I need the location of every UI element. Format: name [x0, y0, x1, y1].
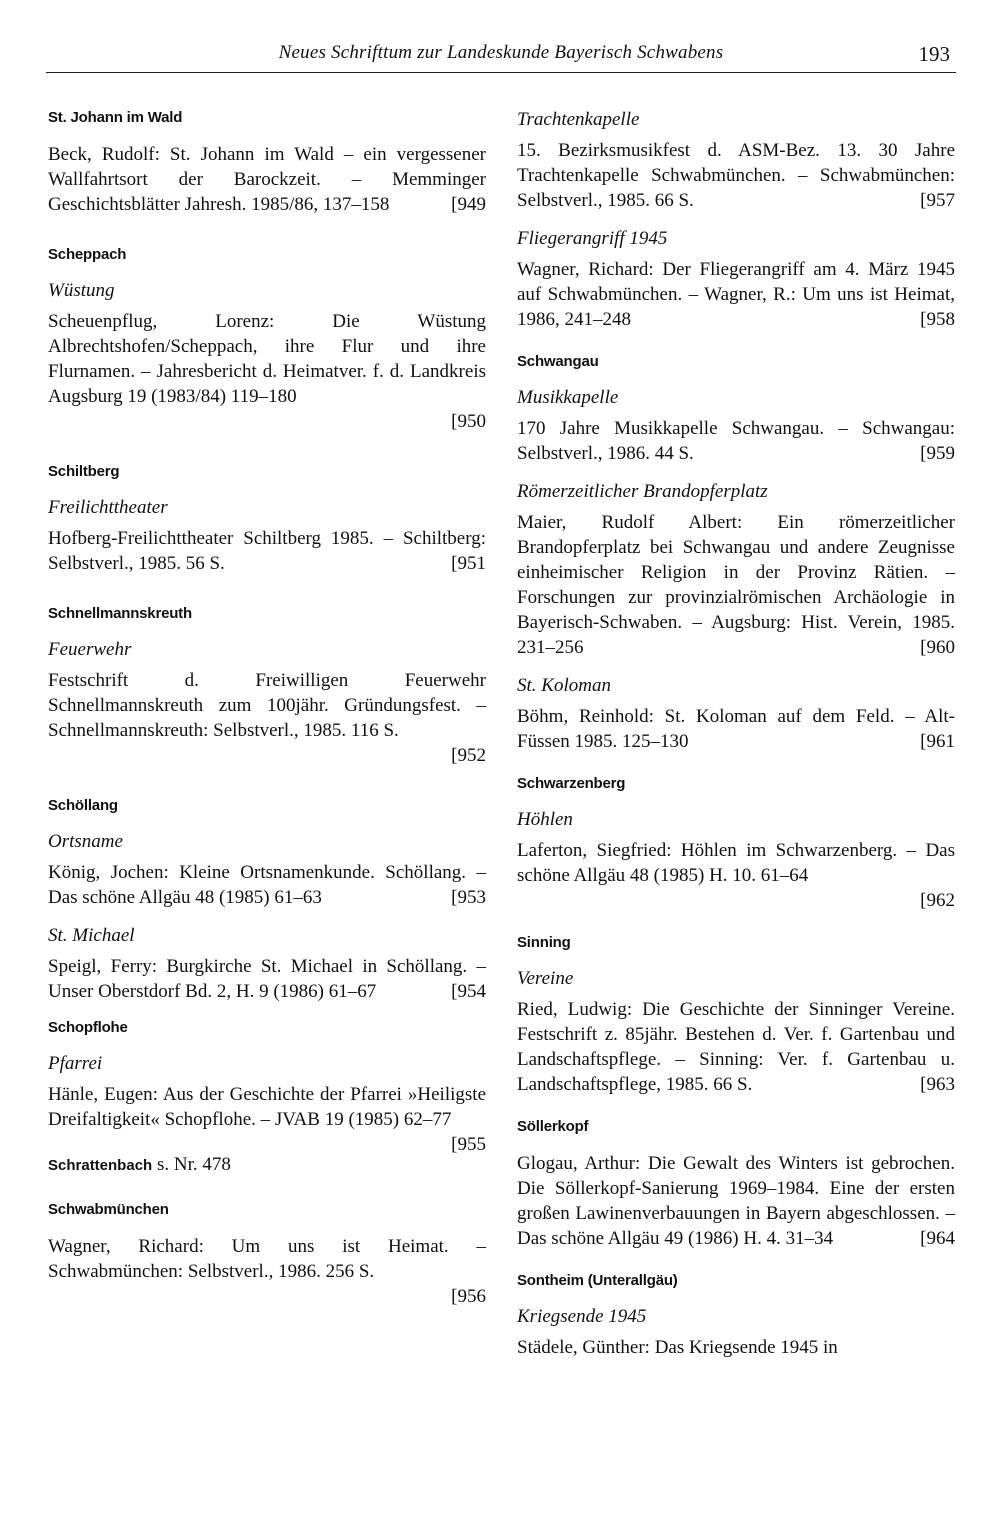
citation-text: König, Jochen: Kleine Ortsnamenkunde. Schöllang. – Das schöne Allgäu 48 (1985) 61–63: [48, 862, 486, 908]
citation: [517, 997, 955, 1097]
topic-subheading: Römerzeitlicher Brandopferplatz: [517, 481, 768, 502]
citation-text: 170 Jahre Musikkapelle Schwangau. – Schwangau: Selbstverl., 1986. 44 S.: [517, 418, 955, 464]
entry-sontheim: [517, 1271, 955, 1360]
topic-subheading: Ortsname: [48, 831, 123, 852]
citation-text: Laferton, Siegfried: Höhlen im Schwarzenberg. – Das schöne Allgäu 48 (1985) H. 10. 61–64: [517, 840, 955, 886]
entry-schoellang: [48, 796, 486, 910]
citation: [517, 838, 955, 913]
entry-number: [955: [451, 1134, 486, 1155]
entry-schwangau: [517, 352, 955, 466]
citation-text: Wagner, Richard: Um uns ist Heimat. – Schwabmünchen: Selbstverl., 1986. 256 S.: [48, 1236, 486, 1282]
topic-subheading: Pfarrei: [48, 1053, 103, 1074]
entry-number: [959: [920, 443, 955, 464]
topic-subheading: St. Michael: [48, 925, 135, 946]
topic-subheading: Höhlen: [517, 809, 573, 830]
entry-st-johann: [48, 108, 486, 217]
citation: [517, 416, 955, 466]
citation: [517, 704, 955, 754]
entry-schoellang-st-michael: [48, 924, 486, 1004]
citation: [517, 1335, 955, 1360]
topic-subheading: Freilichttheater: [48, 497, 168, 518]
entry-number: [958: [920, 309, 955, 330]
entry-sinning: [517, 933, 955, 1097]
citation-text: Maier, Rudolf Albert: Ein römerzeitlicher Brandopferplatz bei Schwangau und andere Zeugnisse einheimischer Religion in der Provinz Rätien. – Forschungen zur provinzialrömischen Archäologie in Bayerisch-Schwaben. – Augsburg: Hist. Verein, 1985. 231–256: [517, 512, 955, 658]
citation-text: Speigl, Ferry: Burgkirche St. Michael in Schöllang. – Unser Oberstdorf Bd. 2, H. 9 (1986) 61–67: [48, 956, 486, 1002]
citation-text: 15. Bezirksmusikfest d. ASM-Bez. 13. 30 Jahre Trachtenkapelle Schwabmünchen. – Schwabmünchen: Selbstverl., 1985. 66 S.: [517, 140, 955, 211]
entry-number: [953: [451, 887, 486, 908]
topic-subheading: Trachtenkapelle: [517, 109, 640, 130]
citation: [48, 309, 486, 434]
citation-text: Ried, Ludwig: Die Geschichte der Sinninger Vereine. Festschrift z. 85jähr. Bestehen d. Ver. f. Gartenbau und Landschaftspflege. – Sinning: Ver. f. Gartenbau u. Landschaftspflege, 1985. 66 S.: [517, 999, 955, 1095]
entry-number: [954: [451, 981, 486, 1002]
citation: [48, 526, 486, 576]
citation-text: Hänle, Eugen: Aus der Geschichte der Pfarrei »Heiligste Dreifaltigkeit« Schopflohe. – JVAB 19 (1985) 62–77: [48, 1084, 486, 1130]
topic-subheading: Kriegsende 1945: [517, 1306, 647, 1327]
entry-fliegerangriff: [517, 227, 955, 332]
place-heading: Scheppach: [48, 246, 127, 263]
entry-schrattenbach: [48, 1152, 486, 1178]
place-heading: Schnellmannskreuth: [48, 605, 192, 622]
topic-subheading: Vereine: [517, 968, 574, 989]
right-column: [517, 108, 955, 1374]
place-heading: Schöllang: [48, 797, 118, 814]
place-heading: Schiltberg: [48, 463, 120, 480]
cross-reference-text: s. Nr. 478: [156, 1154, 231, 1175]
citation: [517, 138, 955, 213]
citation-text: Städele, Günther: Das Kriegsende 1945 in: [517, 1337, 838, 1358]
page-header: [46, 38, 956, 73]
entry-number: [957: [920, 190, 955, 211]
entry-soellerkopf: [517, 1117, 955, 1251]
citation: [48, 1082, 486, 1155]
entry-number: [961: [920, 731, 955, 752]
citation: [48, 954, 486, 1004]
entry-number: [960: [920, 637, 955, 658]
entry-scheppach: [48, 245, 486, 434]
citation-text: Scheuenpflug, Lorenz: Die Wüstung Albrechtshofen/Scheppach, ihre Flur und ihre Flurnamen. – Jahresbericht d. Heimatver. f. d. Landkreis Augsburg 19 (1983/84) 119–180: [48, 311, 486, 407]
entry-schopflohe: [48, 1018, 486, 1155]
citation-text: Beck, Rudolf: St. Johann im Wald – ein vergessener Wallfahrtsort der Barockzeit. – Memminger Geschichtsblätter Jahresh. 1985/86, 137–158: [48, 144, 486, 215]
place-heading: Schopflohe: [48, 1019, 128, 1036]
entry-trachtenkapelle: [517, 108, 955, 213]
citation-text: Glogau, Arthur: Die Gewalt des Winters ist gebrochen. Die Söllerkopf-Sanierung 1969–1984. Eine der ersten großen Lawinenverbauungen in Bayern abgeschlossen. – Das schöne Allgäu 49 (1986) H. 4. 31–34: [517, 1153, 955, 1249]
entry-number: [949: [451, 194, 486, 215]
cross-reference: [48, 1152, 486, 1178]
place-heading: Schwarzenberg: [517, 775, 626, 792]
page-number: 193: [918, 42, 950, 66]
topic-subheading: Fliegerangriff 1945: [517, 228, 668, 249]
entry-schwabmuenchen: [48, 1200, 486, 1309]
place-heading: Sontheim (Unterallgäu): [517, 1272, 678, 1289]
citation: [517, 1151, 955, 1251]
running-title: Neues Schrifttum zur Landeskunde Bayerisch Schwabens: [278, 42, 724, 63]
place-heading: Schwabmünchen: [48, 1201, 169, 1218]
entry-schwarzenberg: [517, 774, 955, 913]
entry-schnellmannskreuth: [48, 604, 486, 768]
place-heading: Schwangau: [517, 353, 599, 370]
citation: [48, 1234, 486, 1309]
place-heading: St. Johann im Wald: [48, 109, 183, 126]
citation: [517, 257, 955, 332]
citation-text: Böhm, Reinhold: St. Koloman auf dem Feld. – Alt-Füssen 1985. 125–130: [517, 706, 955, 752]
place-heading: Schrattenbach: [48, 1157, 153, 1174]
entry-st-koloman: [517, 674, 955, 754]
entry-schiltberg: [48, 462, 486, 576]
citation: [48, 142, 486, 217]
entry-brandopferplatz: [517, 480, 955, 660]
entry-number: [962: [920, 890, 955, 911]
entry-number: [964: [920, 1228, 955, 1249]
citation: [48, 668, 486, 768]
topic-subheading: Wüstung: [48, 280, 115, 301]
place-heading: Söllerkopf: [517, 1118, 589, 1135]
place-heading: Sinning: [517, 934, 571, 951]
entry-number: [951: [451, 553, 486, 574]
topic-subheading: Feuerwehr: [48, 639, 132, 660]
entry-number: [952: [451, 745, 486, 766]
citation-text: Wagner, Richard: Der Fliegerangriff am 4. März 1945 auf Schwabmünchen. – Wagner, R.: Um uns ist Heimat, 1986, 241–248: [517, 259, 955, 330]
citation-text: Festschrift d. Freiwilligen Feuerwehr Schnellmannskreuth zum 100jähr. Gründungsfest. – Schnellmannskreuth: Selbstverl., 1985. 116 S.: [48, 670, 486, 741]
topic-subheading: St. Koloman: [517, 675, 611, 696]
left-column: [48, 108, 486, 1323]
citation: [48, 860, 486, 910]
citation-text: Hofberg-Freilichttheater Schiltberg 1985. – Schiltberg: Selbstverl., 1985. 56 S.: [48, 528, 486, 574]
citation: [517, 510, 955, 660]
entry-number: [963: [920, 1074, 955, 1095]
topic-subheading: Musikkapelle: [517, 387, 619, 408]
entry-number: [950: [451, 411, 486, 432]
entry-number: [956: [451, 1286, 486, 1307]
